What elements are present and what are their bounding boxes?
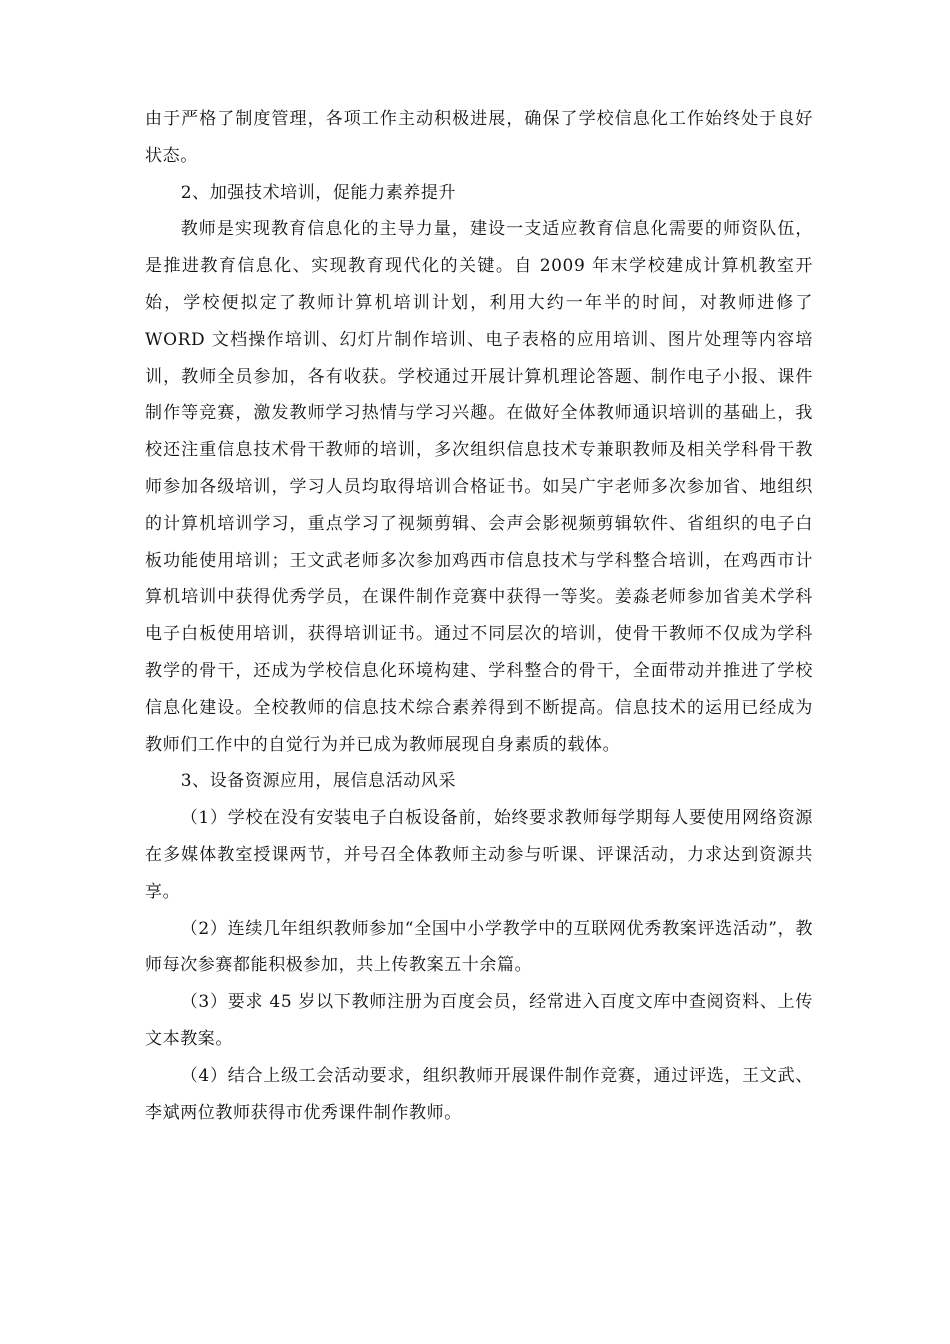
paragraph-intro: 由于严格了制度管理，各项工作主动积极进展，确保了学校信息化工作始终处于良好状态。 bbox=[145, 109, 813, 166]
list-item-3: （3）要求 45 岁以下教师注册为百度会员，经常进入百度文库中查阅资料、上传文本教案。 bbox=[145, 992, 813, 1049]
list-item-1: （1）学校在没有安装电子白板设备前，始终要求教师每学期每人要使用网络资源在多媒体教室授课两节，并号召全体教师主动参与听课、评课活动，力求达到资源共享。 bbox=[145, 808, 813, 902]
list-item-2: （2）连续几年组织教师参加“全国中小学教学中的互联网优秀教案评选活动”，教师每次参赛都能积极参加，共上传教案五十余篇。 bbox=[145, 918, 813, 976]
document-body bbox=[145, 101, 813, 1131]
section-heading-resources: 3、设备资源应用，展信息活动风采 bbox=[180, 771, 457, 792]
section-heading-training: 2、加强技术培训，促能力素养提升 bbox=[180, 182, 457, 203]
paragraph-teacher-training: 教师是实现教育信息化的主导力量，建设一支适应教育信息化需要的师资队伍，是推进教育信息化、实现教育现代化的关键。自 2009 年末学校建成计算机教室开始，学校便拟定了教师计算机培训计划，利用大约一年半的时间，对教师进修了 WORD 文档操作培训、幻灯片制作培训、电子表格的应用培训、图片处理等内容培训，教师全员参加，各有收获。学校通过开展计算机理论答题、制作电子小报、课件制作等竞赛，激发教师学习热情与学习兴趣。在做好全体教师通识培训的基础上，我校还注重信息技术骨干教师的培训，多次组织信息技术专兼职教师及相关学科骨干教师参加各级培训，学习人员均取得培训合格证书。如吴广宇老师多次参加省、地组织的计算机培训学习，重点学习了视频剪辑、会声会影视频剪辑软件、省组织的电子白板功能使用培训；王文武老师多次参加鸡西市信息技术与学科整合培训，在鸡西市计算机培训中获得优秀学员，在课件制作竞赛中获得一等奖。姜淼老师参加省美术学科电子白板使用培训，获得培训证书。通过不同层次的培训，使骨干教师不仅成为学科教学的骨干，还成为学校信息化环境构建、学科整合的骨干，全面带动并推进了学校信息化建设。全校教师的信息技术综合素养得到不断提高。信息技术的运用已经成为教师们工作中的自觉行为并已成为教师展现自身素质的载体。 bbox=[145, 219, 813, 755]
list-item-4: （4）结合上级工会活动要求，组织教师开展课件制作竞赛，通过评选，王文武、李斌两位教师获得市优秀课件制作教师。 bbox=[145, 1065, 813, 1123]
